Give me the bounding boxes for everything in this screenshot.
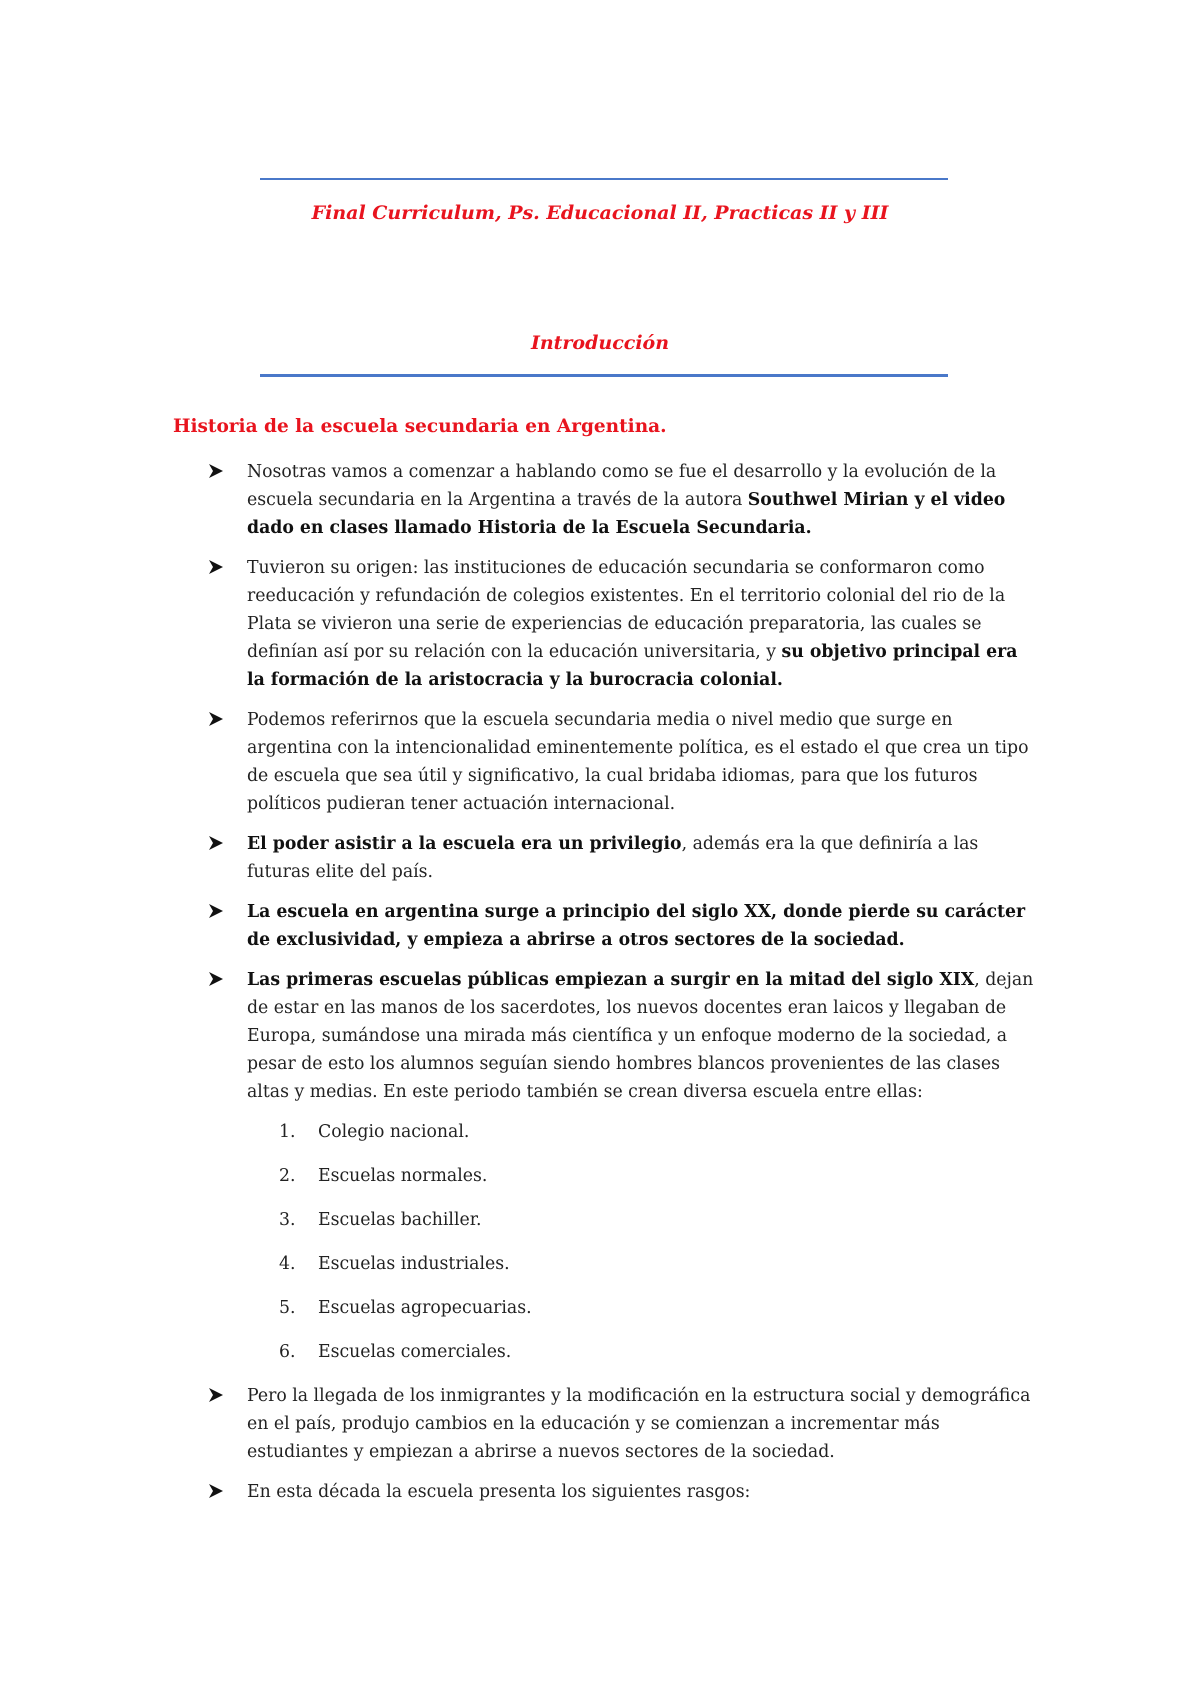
arrowhead-bullet-icon bbox=[207, 710, 225, 728]
list-number: 3. bbox=[279, 1210, 296, 1230]
list-number: 4. bbox=[279, 1254, 296, 1274]
numbered-list-item bbox=[207, 1250, 1037, 1278]
document-title: Final Curriculum, Ps. Educacional II, Practicas II y III bbox=[311, 202, 889, 224]
arrowhead-bullet-icon bbox=[207, 462, 225, 480]
bullet-item bbox=[207, 554, 1037, 694]
bold-text: El poder asistir a la escuela era un privilegio bbox=[247, 834, 682, 854]
bullet-item bbox=[207, 966, 1037, 1106]
body-text: Podemos referirnos que la escuela secundaria media o nivel medio que surge en argentina con la intencionalidad eminentemente política, es el estado el que crea un tipo de escuela que sea útil y significativo, la cual bridaba idiomas, para que los futuros políticos pudieran tener actuación internacional. bbox=[247, 710, 1029, 814]
bullet-item bbox=[207, 830, 1037, 886]
bullet-list-continued bbox=[207, 1382, 1037, 1506]
bold-text: La escuela en argentina surge a principio del siglo XX, donde pierde su carácter de exclusividad, y empieza a abrirse a otros sectores de la sociedad. bbox=[247, 902, 1026, 950]
list-item-text: Colegio nacional. bbox=[318, 1122, 470, 1142]
arrowhead-bullet-icon bbox=[207, 1386, 225, 1404]
list-number: 1. bbox=[279, 1122, 296, 1142]
bold-text: Southwel Mirian y el video dado en clases llamado Historia de la Escuela Secundaria. bbox=[247, 490, 1006, 538]
numbered-list-item bbox=[207, 1206, 1037, 1234]
list-item-text: Escuelas agropecuarias. bbox=[318, 1298, 532, 1318]
bullet-item bbox=[207, 1382, 1037, 1466]
arrowhead-bullet-icon bbox=[207, 970, 225, 988]
bullet-item bbox=[207, 1478, 1037, 1506]
numbered-list-item bbox=[207, 1162, 1037, 1190]
bullet-list bbox=[207, 458, 1037, 1106]
numbered-list-item bbox=[207, 1338, 1037, 1366]
bullet-item bbox=[207, 706, 1037, 818]
bottom-rule bbox=[260, 374, 948, 377]
list-number: 6. bbox=[279, 1342, 296, 1362]
arrowhead-bullet-icon bbox=[207, 834, 225, 852]
body-text: , dejan de estar en las manos de los sacerdotes, los nuevos docentes eran laicos y llegaban de Europa, sumándose una mirada más científica y un enfoque moderno de la sociedad, a pesar de esto los alumnos seguían siendo hombres blancos provenientes de las clases altas y medias. En este periodo también se crean diversa escuela entre ellas: bbox=[247, 970, 1034, 1102]
body-text: Tuvieron su origen: las instituciones de educación secundaria se conformaron como reeducación y refundación de colegios existentes. En el territorio colonial del rio de la Plata se vivieron una serie de experiencias de educación preparatoria, las cuales se definían así por su relación con la educación universitaria, y bbox=[247, 558, 1006, 662]
body-text: , además era la que definiría a las futuras elite del país. bbox=[247, 834, 979, 882]
numbered-list-item bbox=[207, 1118, 1037, 1146]
arrowhead-bullet-icon bbox=[207, 1482, 225, 1500]
bold-text: Las primeras escuelas públicas empiezan a surgir en la mitad del siglo XIX bbox=[247, 970, 975, 990]
body-text: En esta década la escuela presenta los siguientes rasgos: bbox=[247, 1482, 751, 1502]
section-heading: Historia de la escuela secundaria en Argentina. bbox=[173, 416, 667, 437]
list-item-text: Escuelas bachiller. bbox=[318, 1210, 482, 1230]
list-item-text: Escuelas normales. bbox=[318, 1166, 488, 1186]
body-text: Pero la llegada de los inmigrantes y la modificación en la estructura social y demográfica en el país, produjo cambios en la educación y se comienzan a incrementar más estudiantes y empiezan a abrirse a nuevos sectores de la sociedad. bbox=[247, 1386, 1031, 1462]
top-rule bbox=[260, 178, 948, 180]
list-item-text: Escuelas industriales. bbox=[318, 1254, 510, 1274]
numbered-list-item bbox=[207, 1294, 1037, 1322]
bullet-item bbox=[207, 458, 1037, 542]
body-text: Nosotras vamos a comenzar a hablando como se fue el desarrollo y la evolución de la escuela secundaria en la Argentina a través de la autora bbox=[247, 462, 997, 510]
content-body bbox=[207, 458, 1037, 1518]
bold-text: su objetivo principal era la formación de la aristocracia y la burocracia colonial. bbox=[247, 642, 1018, 690]
list-item-text: Escuelas comerciales. bbox=[318, 1342, 512, 1362]
list-number: 2. bbox=[279, 1166, 296, 1186]
arrowhead-bullet-icon bbox=[207, 558, 225, 576]
numbered-list bbox=[207, 1118, 1037, 1366]
arrowhead-bullet-icon bbox=[207, 902, 225, 920]
bullet-item bbox=[207, 898, 1037, 954]
list-number: 5. bbox=[279, 1298, 296, 1318]
intro-heading: Introducción bbox=[530, 332, 670, 354]
